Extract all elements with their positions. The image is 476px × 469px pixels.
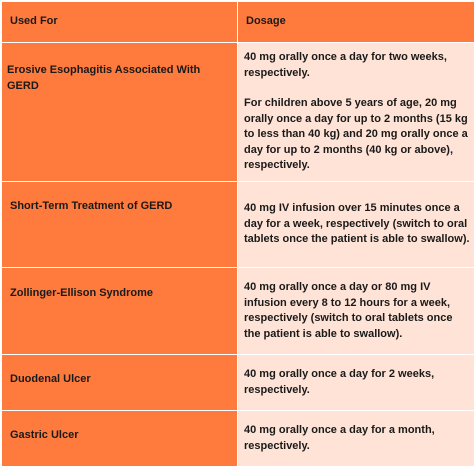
table-row (2, 268, 475, 355)
dosage-text: 40 mg orally once a day for 2 weeks, respectively. (244, 368, 435, 396)
dosage-text: For children above 5 years of age, 20 mg orally once a day for up to 2 months (15 kg to less than 40 kg) and 20 mg orally once a day for up to 2 months (40 kg or above), respectively. (244, 97, 468, 172)
dosage-cell (238, 268, 475, 355)
condition-cell: Gastric Ulcer (2, 411, 238, 467)
table-row (2, 182, 475, 268)
condition-cell: Short-Term Treatment of GERD (2, 182, 238, 268)
table-row (2, 411, 475, 467)
table-header-row (2, 2, 475, 43)
column-header-dosage: Dosage (238, 2, 475, 43)
dosage-text: 40 mg IV infusion over 15 minutes once a day for a week, respectively (switch to oral tablets once the patient is able to swallow). (244, 202, 470, 246)
dosage-cell (238, 182, 475, 268)
condition-cell: Zollinger-Ellison Syndrome (2, 268, 238, 355)
dosage-cell (238, 355, 475, 411)
dosage-cell (238, 411, 475, 467)
dosage-cell (238, 43, 475, 182)
dosage-text: 40 mg orally once a day or 80 mg IV infusion every 8 to 12 hours for a week, respectively (switch to oral tablets once the patient is able to swallow). (244, 281, 453, 340)
dosage-table (1, 1, 475, 467)
dosage-text: 40 mg orally once a day for two weeks, respectively. (244, 51, 447, 79)
column-header-used-for: Used For (2, 2, 238, 43)
table-row (2, 355, 475, 411)
condition-cell: Duodenal Ulcer (2, 355, 238, 411)
dosage-text: 40 mg orally once a day for a month, respectively. (244, 424, 435, 452)
table-row (2, 43, 475, 182)
condition-cell: Erosive Esophagitis Associated With GERD (2, 43, 238, 182)
